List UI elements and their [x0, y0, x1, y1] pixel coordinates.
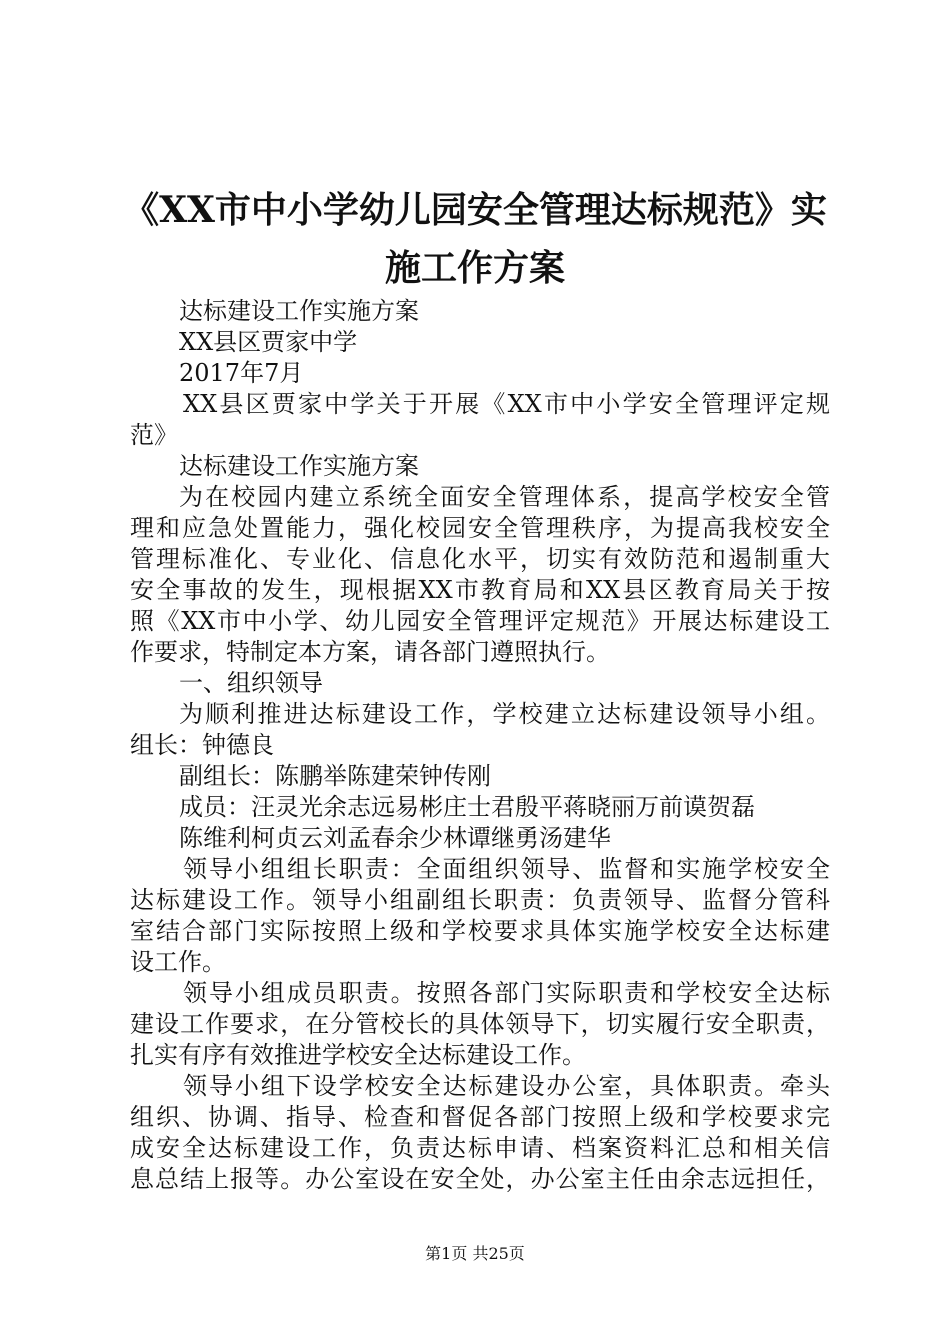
paragraph-line: 副组长：陈鹏举陈建荣钟传刚: [179, 762, 491, 790]
paragraph-line: 息总结上报等。办公室设在安全处，办公室主任由余志远担任，: [130, 1165, 830, 1193]
paragraph-line: 为顺利推进达标建设工作，学校建立达标建设领导小组。: [179, 700, 830, 728]
paragraph-line: 成安全达标建设工作，负责达标申请、档案资料汇总和相关信: [130, 1134, 830, 1162]
paragraph-line: 扎实有序有效推进学校安全达标建设工作。: [130, 1041, 586, 1069]
paragraph-line: 组长：钟德良: [130, 731, 274, 759]
paragraph-line: 陈维利柯贞云刘孟春余少林谭继勇汤建华: [179, 824, 611, 852]
paragraph-line: 领导小组成员职责。按照各部门实际职责和学校安全达标: [183, 979, 830, 1007]
paragraph-line: 为在校园内建立系统全面安全管理体系，提高学校安全管: [179, 483, 830, 511]
text-line: 2017年7月: [179, 359, 304, 387]
document-title-line-1: 《XX市中小学幼儿园安全管理达标规范》实: [123, 189, 827, 231]
paragraph-line: 成员：汪灵光余志远易彬庄士君殷平蒋晓丽万前谟贺磊: [179, 793, 755, 821]
paragraph-line: 作要求，特制定本方案，请各部门遵照执行。: [130, 638, 610, 666]
paragraph-line: 领导小组组长职责：全面组织领导、监督和实施学校安全: [183, 855, 830, 883]
paragraph-line: 设工作。: [130, 948, 226, 976]
paragraph-line: 达标建设工作。领导小组副组长职责：负责领导、监督分管科: [130, 886, 830, 914]
text-line: 达标建设工作实施方案: [179, 452, 419, 480]
document-body: [130, 296, 830, 1195]
paragraph-line: 理和应急处置能力，强化校园安全管理秩序，为提高我校安全: [130, 514, 830, 542]
paragraph-line: 领导小组下设学校安全达标建设办公室，具体职责。牵头: [183, 1072, 830, 1100]
paragraph-line: 建设工作要求，在分管校长的具体领导下，切实履行安全职责，: [130, 1010, 830, 1038]
text-line: 达标建设工作实施方案: [179, 297, 419, 325]
paragraph-line: 室结合部门实际按照上级和学校要求具体实施学校安全达标建: [130, 917, 830, 945]
paragraph-line: 管理标准化、专业化、信息化水平，切实有效防范和遏制重大: [130, 545, 830, 573]
paragraph-line: 照《XX市中小学、幼儿园安全管理评定规范》开展达标建设工: [130, 607, 830, 635]
paragraph-line: 组织、协调、指导、检查和督促各部门按照上级和学校要求完: [130, 1103, 830, 1131]
text-line: XX县区贾家中学: [179, 328, 358, 356]
text-line: 范》: [130, 421, 178, 449]
document-title-line-2: 施工作方案: [384, 247, 565, 289]
page-footer: 第1页 共25页: [425, 1244, 525, 1263]
section-heading: 一、组织领导: [179, 669, 323, 697]
paragraph-line: 安全事故的发生，现根据XX市教育局和XX县区教育局关于按: [130, 576, 830, 604]
text-line: XX县区贾家中学关于开展《XX市中小学安全管理评定规: [183, 390, 830, 418]
